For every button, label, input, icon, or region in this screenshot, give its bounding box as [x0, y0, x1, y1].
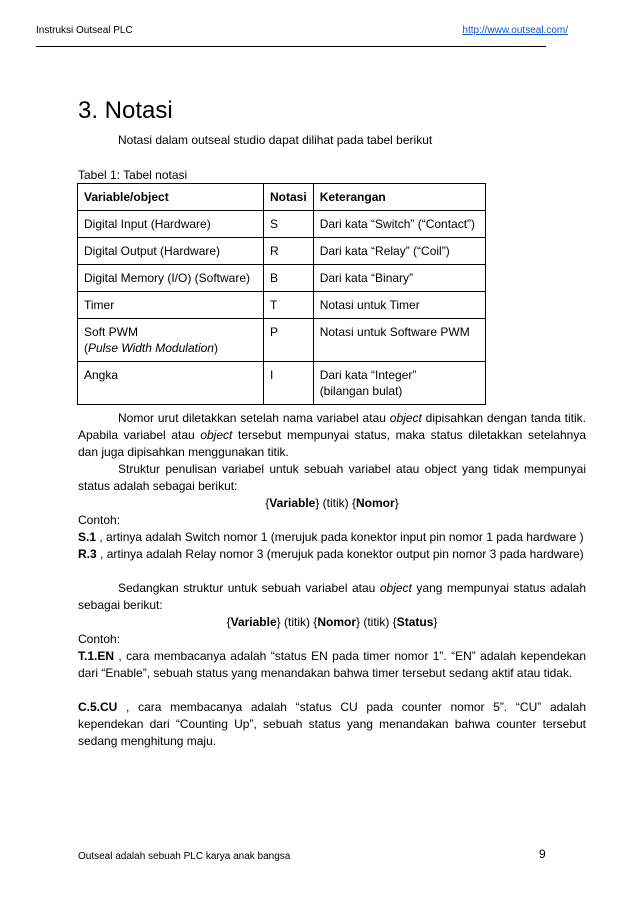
intro-text: Notasi dalam outseal studio dapat dilihat pada tabel berikut: [118, 133, 433, 147]
example-line: [78, 546, 586, 563]
page-number: 9: [539, 847, 546, 861]
table-cell: Dari kata “Relay” (“Coil”): [313, 238, 485, 265]
table-cell: Timer: [78, 292, 264, 319]
table-cell: I: [264, 362, 314, 405]
text-span: }: [394, 496, 399, 510]
header-divider: [36, 46, 546, 47]
table-cell: R: [264, 238, 314, 265]
format-line: [78, 614, 586, 631]
example-line: [78, 699, 586, 750]
table-cell: Digital Input (Hardware): [78, 211, 264, 238]
table-cell: Digital Output (Hardware): [78, 238, 264, 265]
text-span: } (titik) {: [315, 496, 357, 510]
italic-text: object: [389, 411, 422, 425]
table-cell: T: [264, 292, 314, 319]
text-span: , artinya adalah Relay nomor 3 (merujuk pada konektor output pin nomor 3 pada hardware): [96, 547, 584, 561]
column-header: Notasi: [264, 184, 314, 211]
bold-text: Variable: [230, 615, 277, 629]
cell-line: Dari kata “Integer”: [319, 368, 417, 382]
cell-paren: ): [213, 341, 218, 355]
italic-text: object: [200, 428, 233, 442]
column-header: Keterangan: [313, 184, 485, 211]
cell-line: Soft PWM: [84, 325, 139, 339]
text-span: } (titik) {: [276, 615, 318, 629]
bold-text: S.1: [78, 530, 97, 544]
text-span: yang mempunyai status adalah sebagai berikut:: [78, 581, 587, 612]
table-caption: Tabel 1: Tabel notasi: [78, 168, 188, 182]
table-cell: S: [264, 211, 314, 238]
table-cell: [78, 319, 264, 362]
bold-text: C.5.CU: [78, 700, 118, 714]
table-row: [78, 292, 486, 319]
table-row: [78, 319, 486, 362]
bold-text: R.3: [78, 547, 97, 561]
format-line: [78, 495, 586, 512]
text-span: , cara membacanya adalah “status CU pada counter nomor 5”. “CU” adalah kependekan dari “Counting Up”, sebuah status yang menandakan bahwa counter tersebut sedang menghitung maju.: [78, 700, 586, 748]
footer-text: Outseal adalah sebuah PLC karya anak bangsa: [78, 851, 291, 862]
text-span: Nomor urut diletakkan setelah nama variabel atau: [118, 411, 390, 425]
table-cell: Dari kata “Binary”: [313, 265, 485, 292]
bold-text: Nomor: [317, 615, 356, 629]
column-header: Variable/object: [78, 184, 264, 211]
text-span: , artinya adalah Switch nomor 1 (merujuk pada konektor input pin nomor 1 pada hardware ): [96, 530, 584, 544]
bold-text: T.1.EN: [78, 649, 115, 663]
notation-table: [77, 183, 486, 405]
text-span: dipisahkan dengan tanda titik. Apabila variabel atau: [78, 411, 586, 442]
bold-text: Status: [396, 615, 434, 629]
text-span: {: [265, 496, 270, 510]
italic-text: object: [379, 581, 412, 595]
text-span: tersebut mempunyai status, maka status diletakkan setelahnya dan juga dipisahkan menggunakan titik.: [78, 428, 586, 459]
paragraph: [78, 410, 586, 461]
spacer: [78, 682, 586, 699]
table-cell: Notasi untuk Software PWM: [313, 319, 485, 362]
bold-text: Nomor: [356, 496, 395, 510]
table-cell: [313, 362, 485, 405]
section-title: 3. Notasi: [78, 97, 173, 124]
table-cell: P: [264, 319, 314, 362]
header-title: Instruksi Outseal PLC: [36, 25, 133, 36]
text-span: } (titik) {: [356, 615, 397, 629]
text-span: {: [226, 615, 231, 629]
table-cell: Digital Memory (I/O) (Software): [78, 265, 264, 292]
example-label: Contoh:: [78, 632, 121, 646]
text-span: , cara membacanya adalah “status EN pada timer nomor 1”. “EN” adalah kependekan dari “Enable”, sebuah status yang menandakan bahwa timer tersebut sedang aktif atau tidak.: [78, 649, 586, 680]
table-cell: Dari kata “Switch” (“Contact”): [313, 211, 485, 238]
example-line: [78, 529, 586, 546]
table-row: [78, 211, 486, 238]
cell-italic: Pulse Width Modulation: [88, 341, 214, 355]
table-header-row: [78, 184, 486, 211]
body-text: [78, 410, 586, 750]
example-label: Contoh:: [78, 513, 121, 527]
text-span: }: [433, 615, 438, 629]
cell-line: (bilangan bulat): [319, 384, 403, 398]
table-row: [78, 265, 486, 292]
text-span: Sedangkan struktur untuk sebuah variabel atau: [118, 581, 380, 595]
table-row: [78, 362, 486, 405]
example-line: [78, 648, 586, 682]
table-cell: B: [264, 265, 314, 292]
header-link[interactable]: http://www.outseal.com/: [462, 25, 568, 36]
cell-paren: (: [84, 341, 88, 355]
spacer: [78, 563, 586, 580]
table-cell: Angka: [78, 362, 264, 405]
table-row: [78, 238, 486, 265]
paragraph: [78, 580, 586, 614]
paragraph: Struktur penulisan variabel untuk sebuah variabel atau object yang tidak mempunyai status adalah sebagai berikut:: [78, 462, 586, 493]
table-cell: Notasi untuk Timer: [313, 292, 485, 319]
bold-text: Variable: [269, 496, 316, 510]
